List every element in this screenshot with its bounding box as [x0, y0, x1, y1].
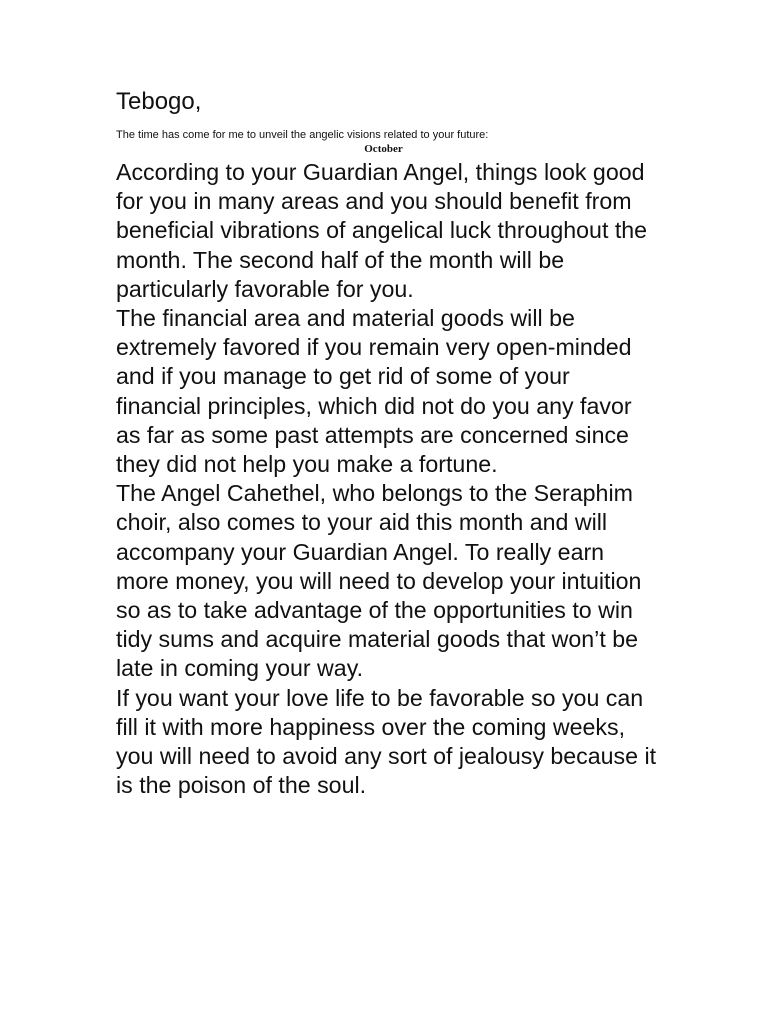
paragraph-financial: The financial area and material goods will be extremely favored if you remain very open-minded and if you manage to get rid of some of your financial principles, which did not do you any favor as far as some past attempts are concerned since they did not help you make a fortune.: [116, 305, 632, 478]
paragraph-guardian-angel: According to your Guardian Angel, things look good for you in many areas and you should benefit from beneficial vibrations of angelical luck throughout the month. The second half of the month will be particularly favorable for you.: [116, 159, 648, 302]
paragraph-love-life: If you want your love life to be favorable so you can fill it with more happiness over the coming weeks, you will need to avoid any sort of jealousy because it is the poison of the soul.: [116, 684, 657, 799]
paragraph-angel-cahethel: The Angel Cahethel, who belongs to the Seraphim choir, also comes to your aid this month and will accompany your Guardian Angel. To really earn more money, you will need to develop your intuition so as to take advantage of the opportunities to win tidy sums and acquire material goods that won’t be late in coming your way.: [116, 480, 642, 682]
month-heading: October: [364, 143, 403, 155]
intro-line: The time has come for me to unveil the angelic visions related to your future:: [116, 129, 489, 141]
greeting: Tebogo,: [116, 88, 202, 115]
letter-body: [116, 158, 661, 800]
